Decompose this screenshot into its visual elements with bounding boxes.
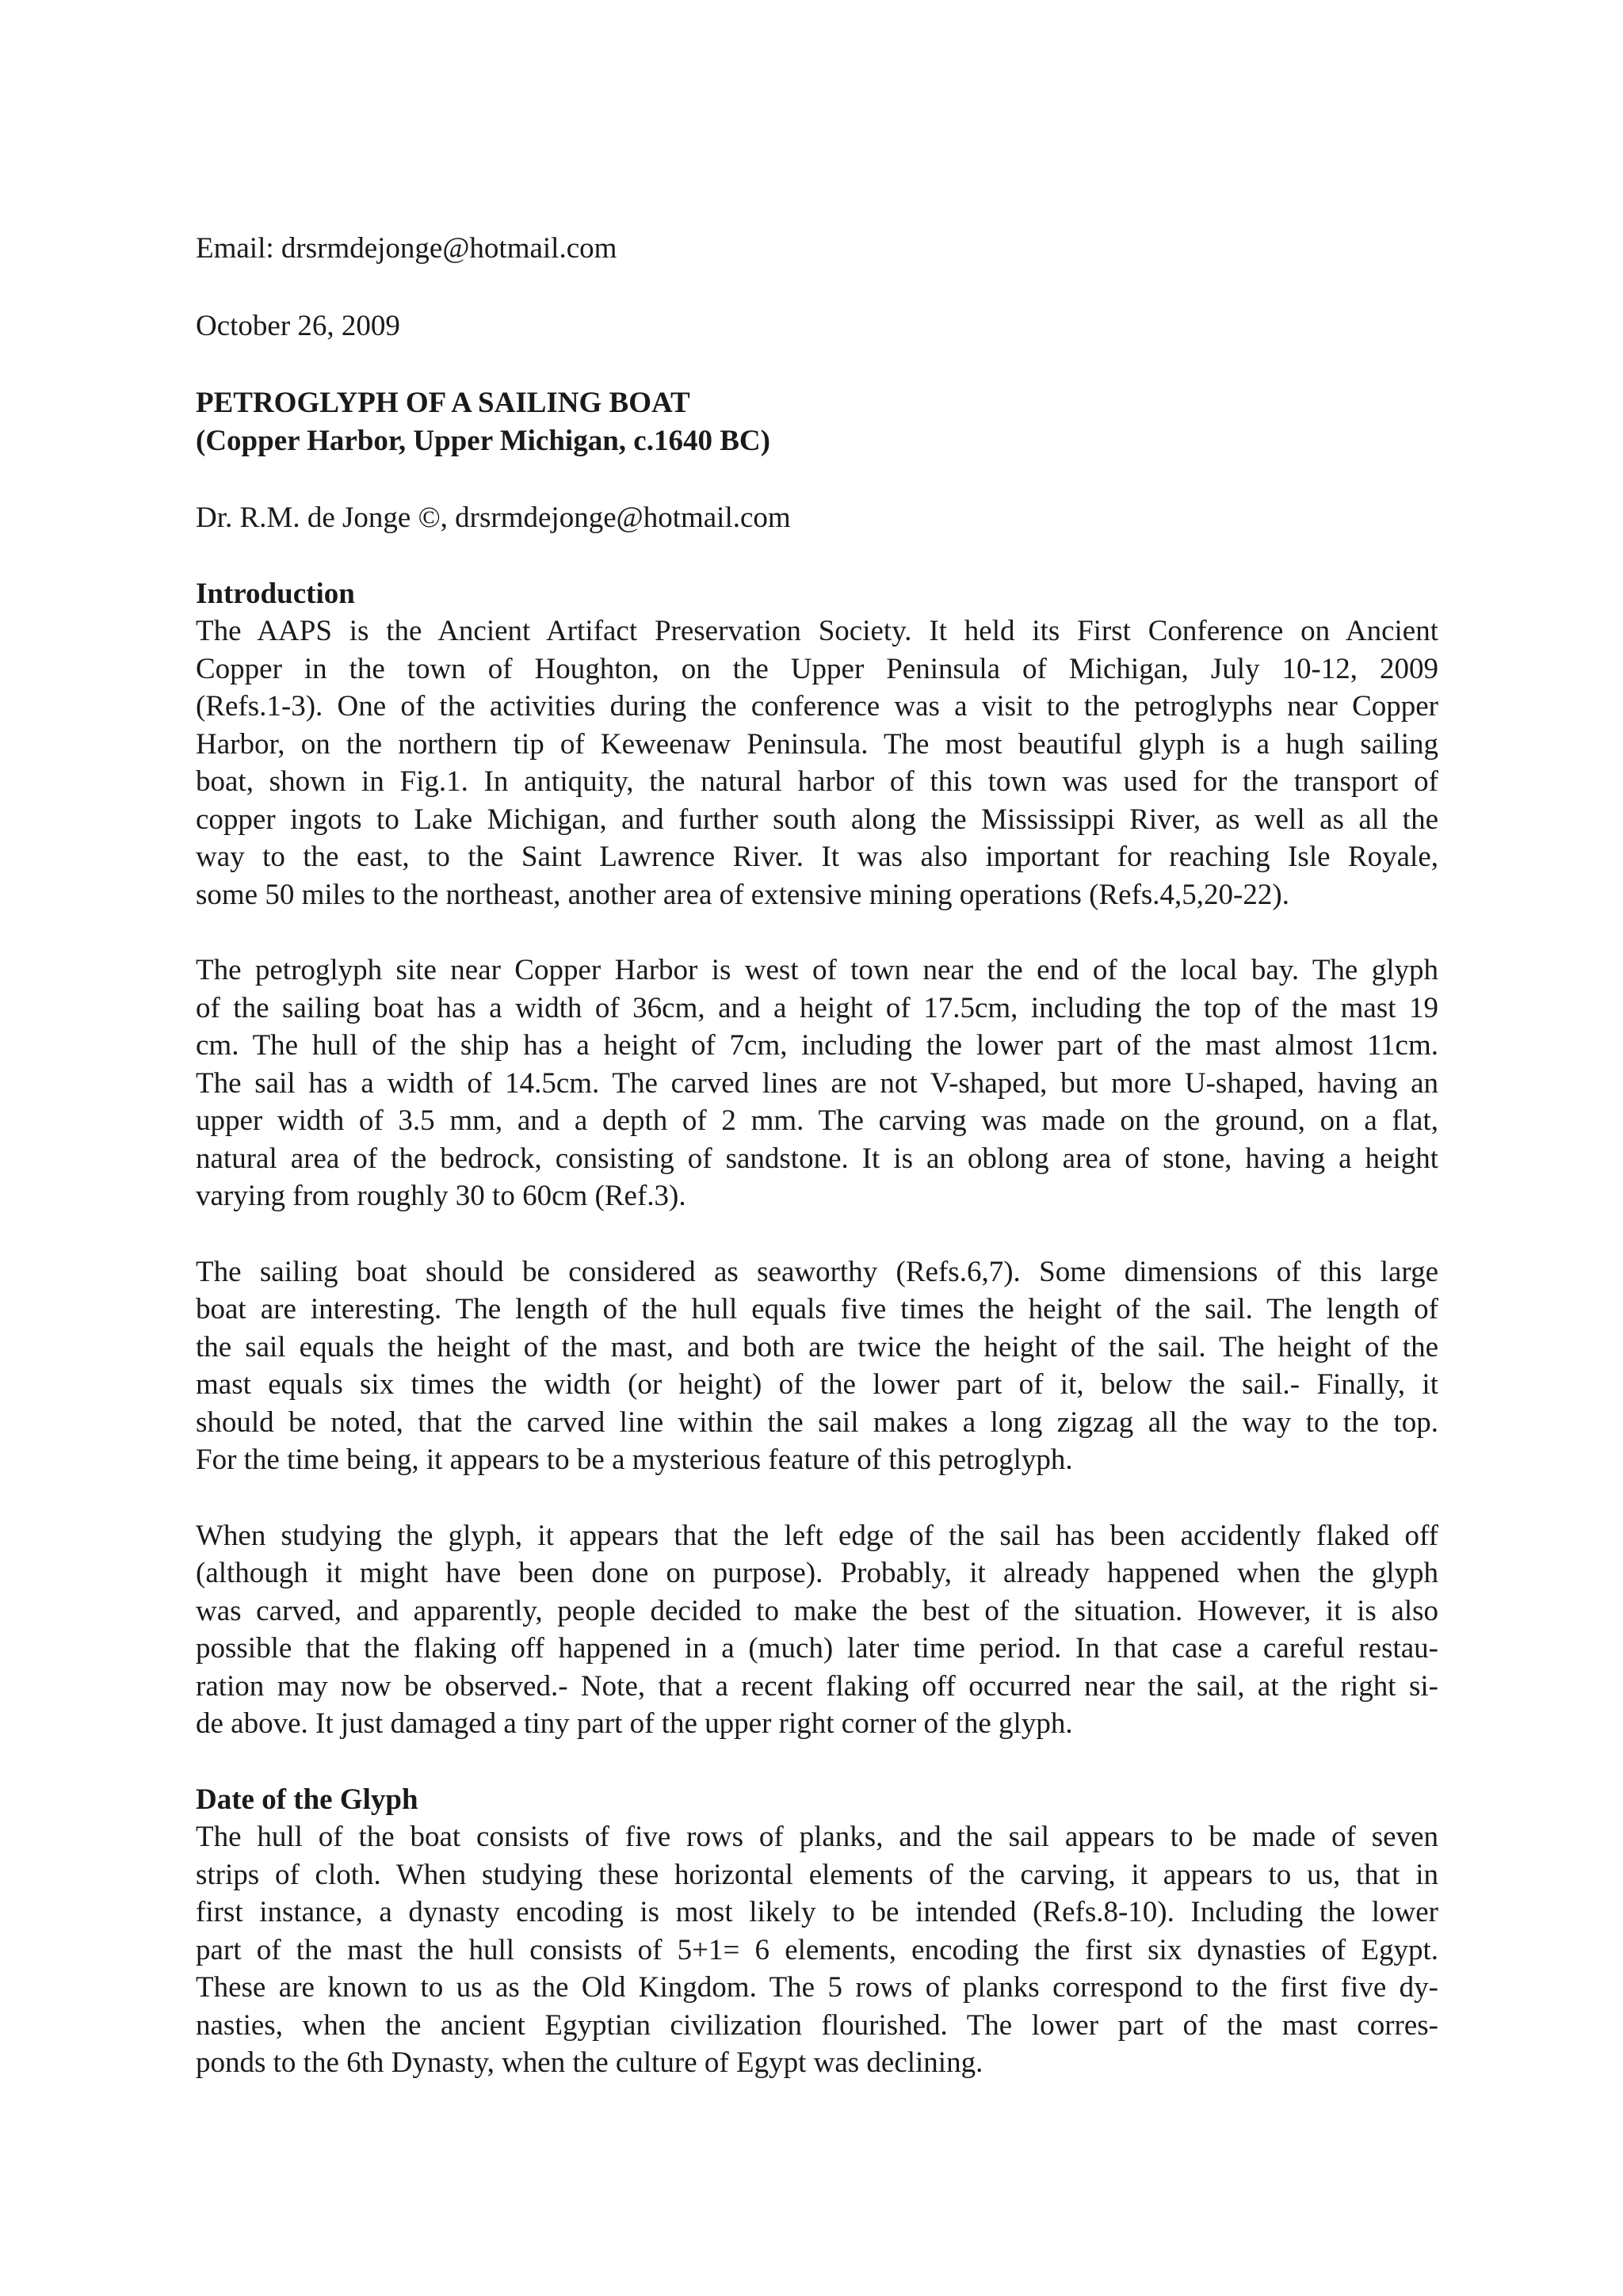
paragraph [196, 952, 1438, 1215]
paragraph-line: cm. The hull of the ship has a height of 7cm, including the lower part of the mast almost 11cm. [196, 1029, 1438, 1062]
paragraph-line: These are known to us as the Old Kingdom. The 5 rows of planks correspond to the first five dy- [196, 1971, 1438, 2004]
paragraph-line: boat are interesting. The length of the hull equals five times the height of the sail. The length of [196, 1293, 1438, 1325]
paragraph-line: (although it might have been done on purpose). Probably, it already happened when the glyph [196, 1557, 1438, 1589]
paragraph-line: The petroglyph site near Copper Harbor is west of town near the end of the local bay. The glyph [196, 954, 1438, 986]
paragraph-line: boat, shown in Fig.1. In antiquity, the natural harbor of this town was used for the transport of [196, 765, 1438, 798]
paragraph-line: was carved, and apparently, people decided to make the best of the situation. However, it is also [196, 1594, 1438, 1627]
paragraph-line: of the sailing boat has a width of 36cm, and a height of 17.5cm, including the top of the mast 19 [196, 991, 1438, 1024]
paragraph-line: should be noted, that the carved line within the sail makes a long zigzag all the way to the top. [196, 1405, 1438, 1439]
paragraph-line: The sail has a width of 14.5cm. The carved lines are not V-shaped, but more U-shaped, having an [196, 1066, 1438, 1100]
paragraph-line: possible that the flaking off happened in a (much) later time period. In that case a careful restau- [196, 1632, 1438, 1665]
paragraph-line: nasties, when the ancient Egyptian civilization flourished. The lower part of the mast corres- [196, 2008, 1438, 2042]
paragraph-line: the sail equals the height of the mast, and both are twice the height of the sail. The height of the [196, 1330, 1438, 1363]
document-body [196, 575, 1438, 2082]
paragraph-line: The sailing boat should be considered as seaworthy (Refs.6,7). Some dimensions of this large [196, 1255, 1438, 1288]
paragraph-line: first instance, a dynasty encoding is most likely to be intended (Refs.8-10). Including the lower [196, 1896, 1438, 1928]
paragraph-line: For the time being, it appears to be a mysterious feature of this petroglyph. [196, 1444, 1073, 1476]
paragraph-line: upper width of 3.5 mm, and a depth of 2 mm. The carving was made on the ground, on a flat, [196, 1104, 1438, 1137]
paragraph-line: mast equals six times the width (or height) of the lower part of it, below the sail.- Finally, it [196, 1368, 1438, 1401]
section-heading: Introduction [196, 577, 355, 610]
paragraph [196, 612, 1438, 913]
paragraph [196, 1818, 1438, 2082]
paragraph-line: ration may now be observed.- Note, that a recent flaking off occurred near the sail, at the right si- [196, 1669, 1438, 1703]
email-line: Email: drsrmdejonge@hotmail.com [196, 232, 617, 265]
paragraph-line: copper ingots to Lake Michigan, and further south along the Mississippi River, as well as all the [196, 803, 1438, 836]
document-page [196, 230, 1438, 2082]
paragraph-line: Harbor, on the northern tip of Keweenaw Peninsula. The most beautiful glyph is a hugh sailing [196, 727, 1438, 761]
paragraph-line: de above. It just damaged a tiny part of the upper right corner of the glyph. [196, 1707, 1073, 1740]
paragraph-line: natural area of the bedrock, consisting of sandstone. It is an oblong area of stone, having a height [196, 1142, 1438, 1175]
document-date: October 26, 2009 [196, 309, 400, 342]
paragraph-line: some 50 miles to the northeast, another area of extensive mining operations (Refs.4,5,20-22). [196, 878, 1289, 911]
paragraph-line: The AAPS is the Ancient Artifact Preservation Society. It held its First Conference on Ancient [196, 615, 1438, 647]
title-subtitle: (Copper Harbor, Upper Michigan, c.1640 BC) [196, 424, 770, 457]
document-title [196, 384, 1438, 460]
paragraph-line: The hull of the boat consists of five rows of planks, and the sail appears to be made of seven [196, 1821, 1438, 1853]
paragraph-line: Copper in the town of Houghton, on the Upper Peninsula of Michigan, July 10-12, 2009 [196, 652, 1438, 685]
paragraph-line: part of the mast the hull consists of 5+1= 6 elements, encoding the first six dynasties of Egypt. [196, 1933, 1438, 1966]
paragraph [196, 1517, 1438, 1743]
paragraph-line: varying from roughly 30 to 60cm (Ref.3). [196, 1180, 686, 1212]
paragraph-line: ponds to the 6th Dynasty, when the culture of Egypt was declining. [196, 2046, 983, 2079]
paragraph-line: way to the east, to the Saint Lawrence River. It was also important for reaching Isle Royale, [196, 841, 1438, 873]
paragraph [196, 1253, 1438, 1479]
section-heading: Date of the Glyph [196, 1783, 418, 1816]
paragraph-line: (Refs.1-3). One of the activities during the conference was a visit to the petroglyphs near Copper [196, 690, 1438, 723]
paragraph-line: strips of cloth. When studying these horizontal elements of the carving, it appears to us, that in [196, 1858, 1438, 1891]
author-line: Dr. R.M. de Jonge ©, drsrmdejonge@hotmail.com [196, 502, 791, 534]
title-main: PETROGLYPH OF A SAILING BOAT [196, 387, 690, 419]
paragraph-line: When studying the glyph, it appears that the left edge of the sail has been accidently flaked off [196, 1519, 1438, 1552]
